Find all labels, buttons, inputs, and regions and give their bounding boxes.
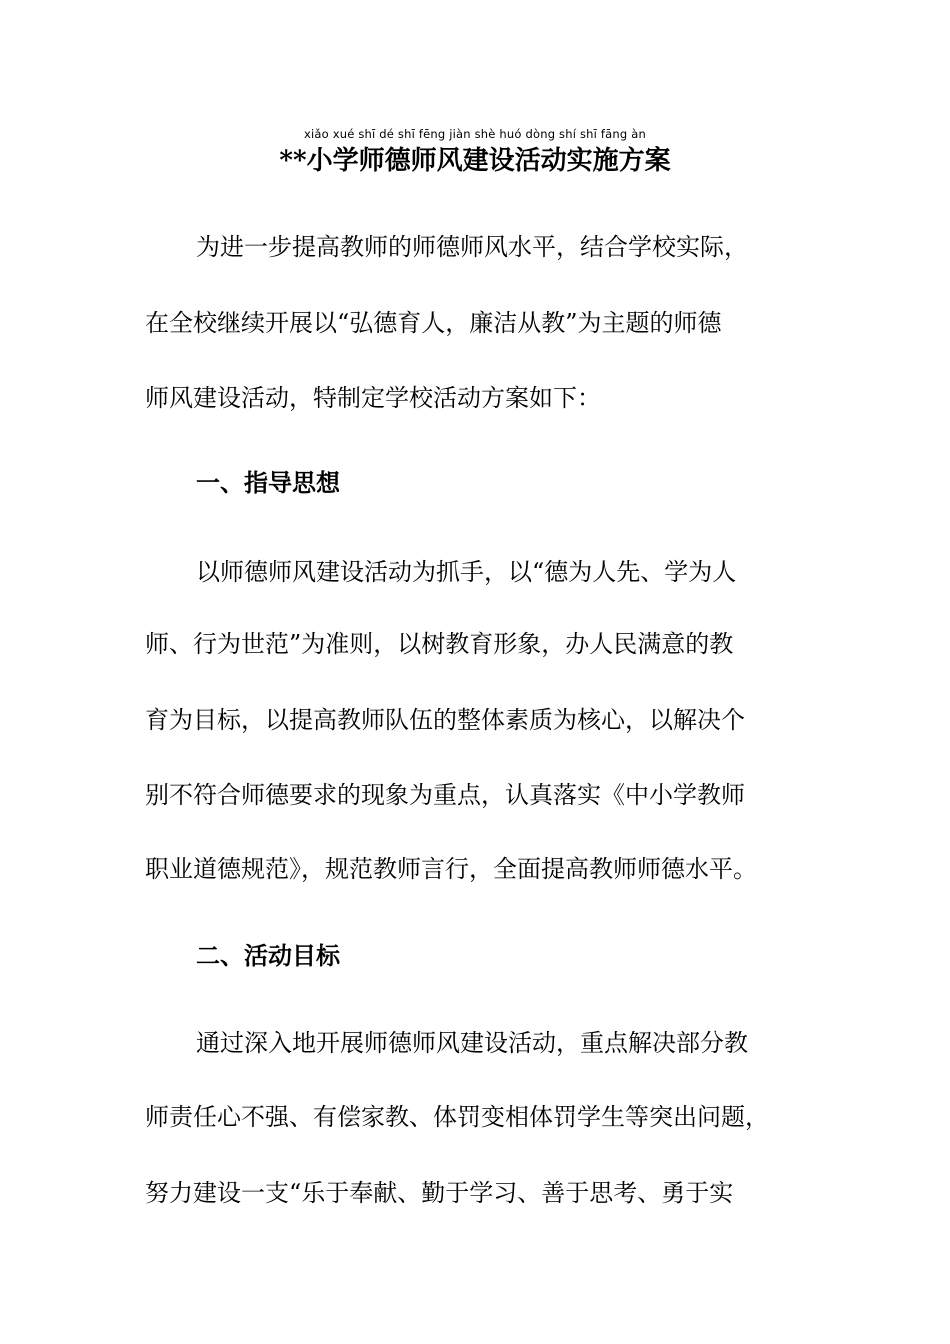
document-title: **小学师德师风建设活动实施方案 [279, 146, 671, 176]
paragraph-line: 在全校继续开展以“弘德育人，廉洁从教”为主题的师德 [145, 309, 722, 337]
paragraph-line: 努力建设一支“乐于奉献、勤于学习、善于思考、勇于实 [145, 1179, 734, 1207]
paragraph-line: 为进一步提高教师的师德师风水平，结合学校实际， [196, 233, 748, 261]
paragraph-line: 通过深入地开展师德师风建设活动，重点解决部分教 [196, 1029, 748, 1057]
section-heading: 二、活动目标 [196, 941, 340, 970]
paragraph-line: 别不符合师德要求的现象为重点，认真落实《中小学教师 [145, 781, 745, 809]
paragraph-line: 以师德师风建设活动为抓手，以“德为人先、学为人 [196, 558, 737, 586]
paragraph-line: 职业道德规范》，规范教师言行，全面提高教师师德水平。 [145, 855, 757, 883]
section-heading: 一、指导思想 [196, 468, 340, 497]
paragraph-line: 师、行为世范”为准则，以树教育形象，办人民满意的教 [145, 630, 734, 658]
paragraph-line: 育为目标，以提高教师队伍的整体素质为核心，以解决个 [145, 706, 745, 734]
paragraph-line: 师风建设活动，特制定学校活动方案如下： [145, 384, 601, 412]
paragraph-line: 师责任心不强、有偿家教、体罚变相体罚学生等突出问题， [145, 1103, 769, 1131]
title-pinyin: xiǎo xué shī dé shī fēng jiàn shè huó dòng shí shī fāng àn [303, 127, 646, 141]
